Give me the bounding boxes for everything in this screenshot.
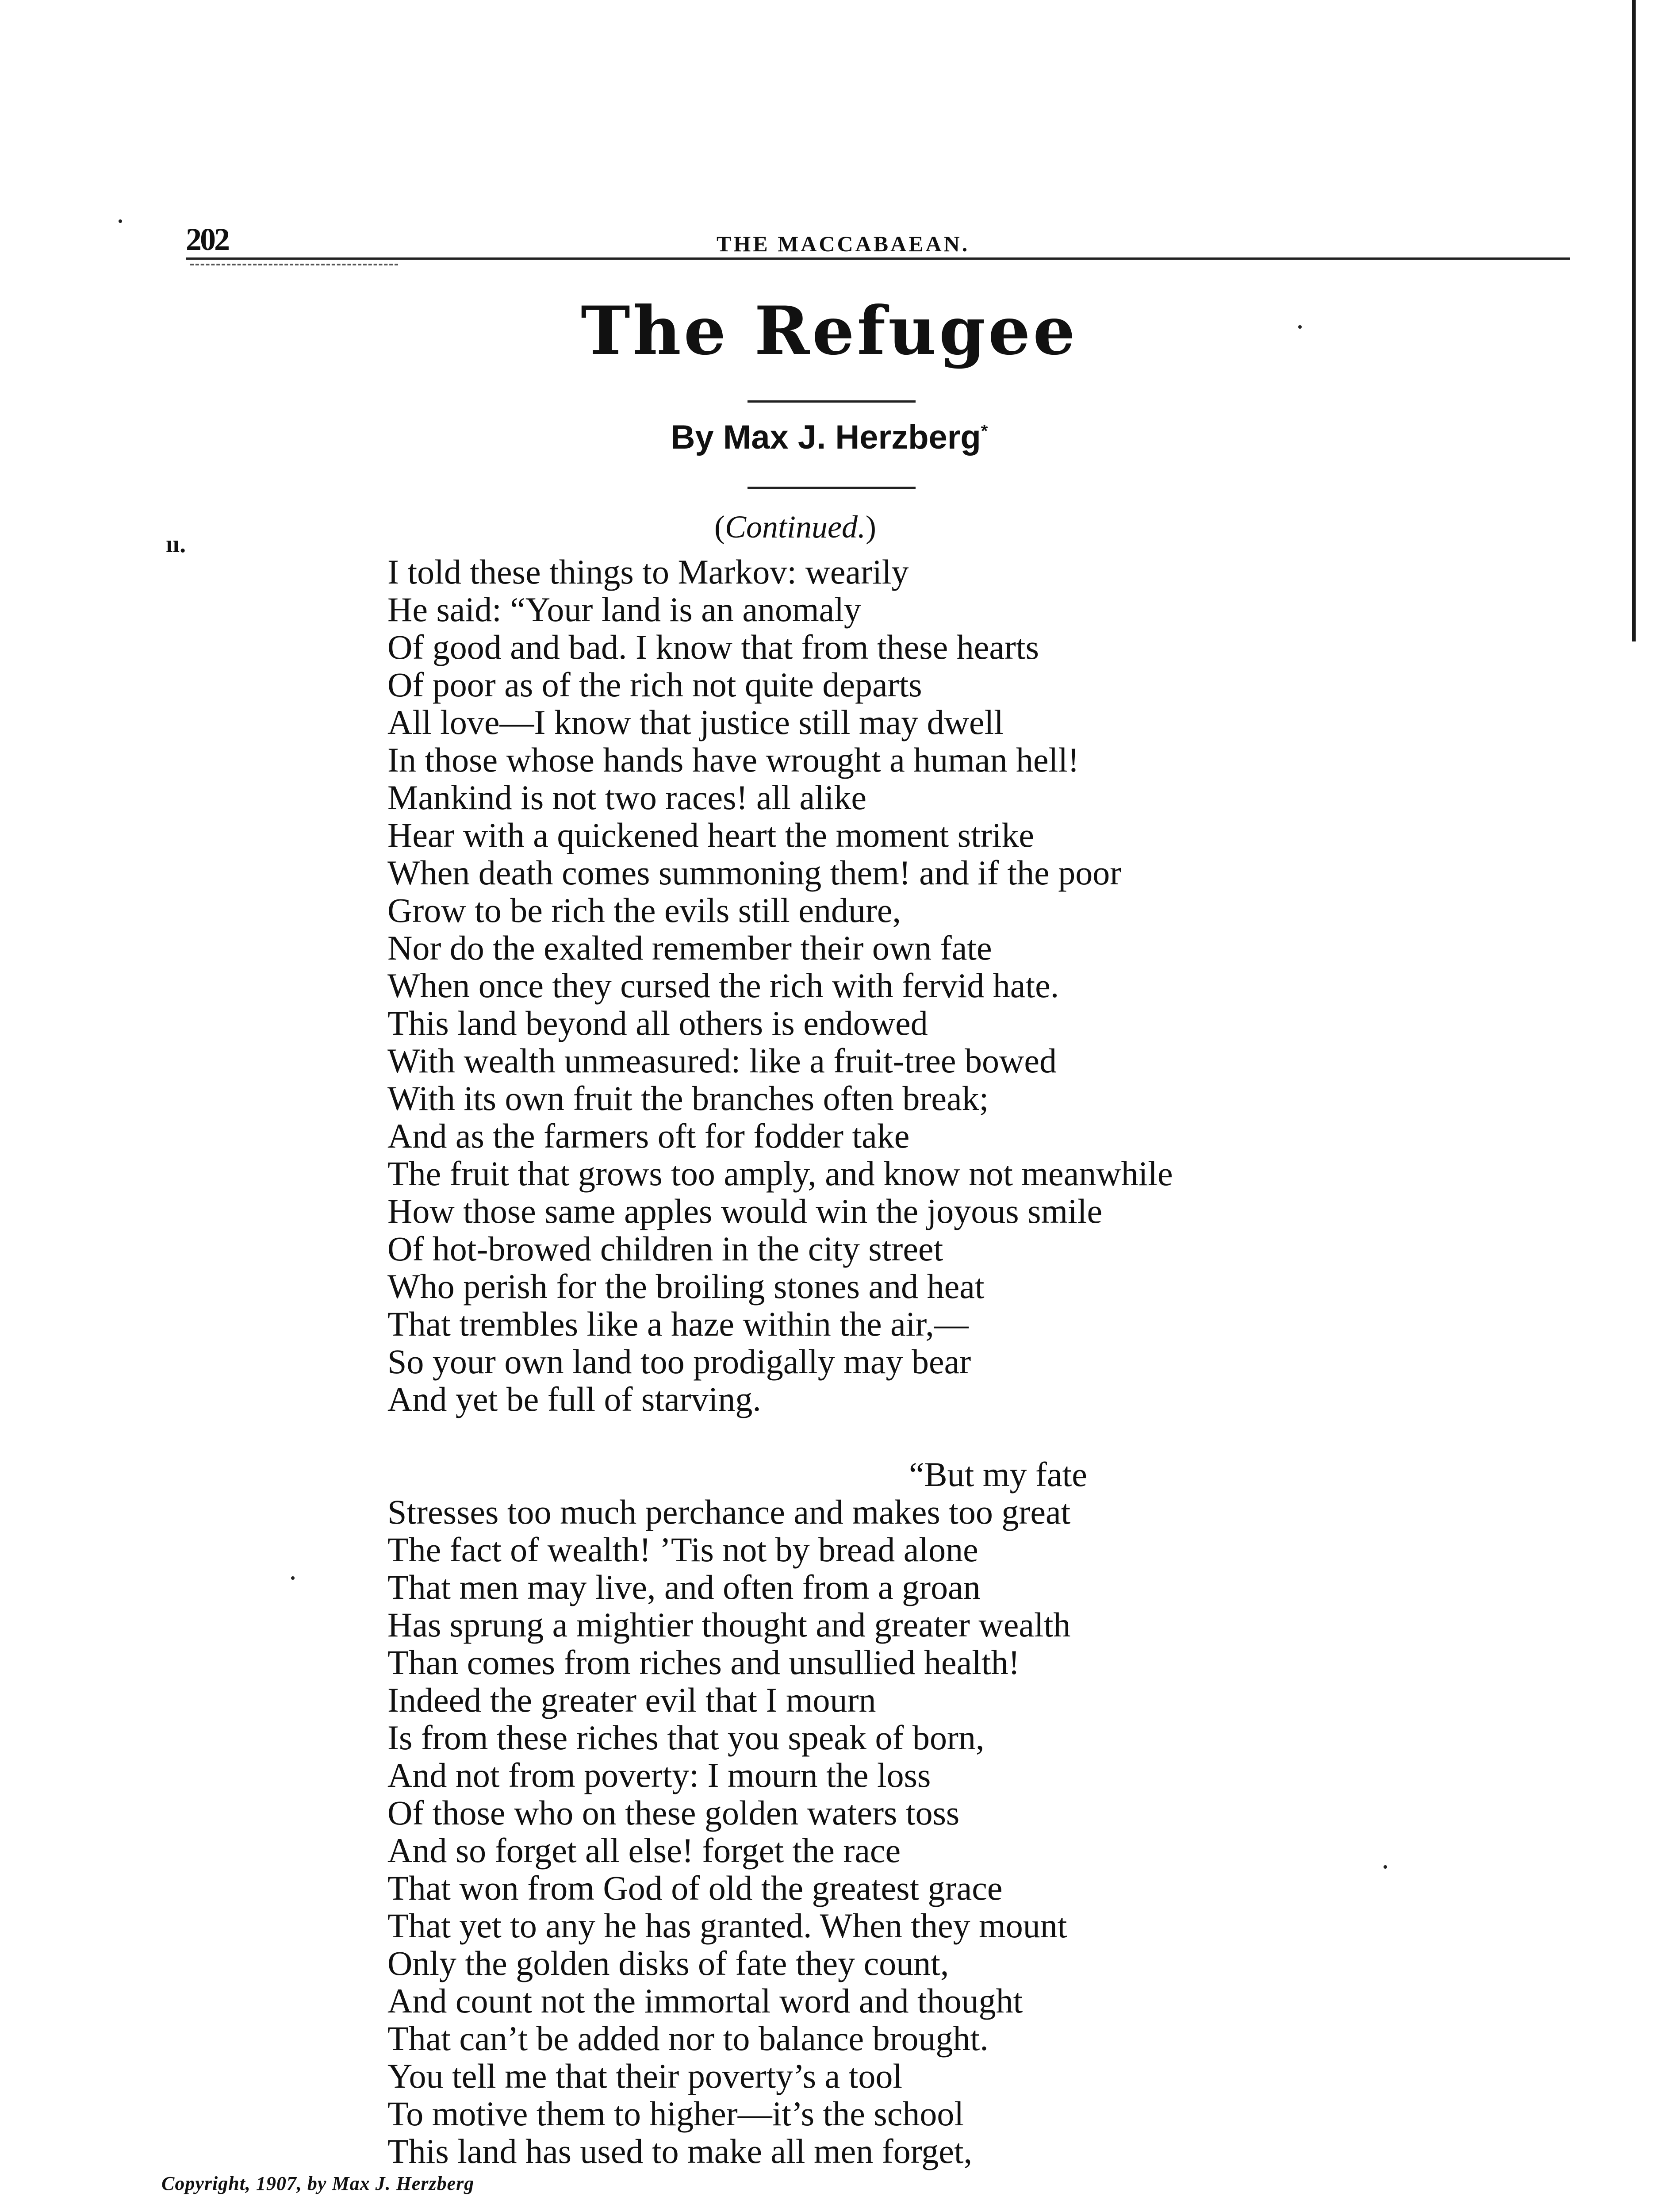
poem-line: Hear with a quickened heart the moment strike bbox=[387, 816, 1034, 854]
poem-line: That men may live, and often from a groan bbox=[387, 1568, 981, 1606]
byline-text: By Max J. Herzberg bbox=[671, 419, 981, 456]
poem-line: The fruit that grows too amply, and know not meanwhile bbox=[387, 1154, 1173, 1193]
poem-line: And as the farmers oft for fodder take bbox=[387, 1117, 910, 1155]
poem-line: To motive them to higher—it’s the school bbox=[387, 2094, 964, 2133]
poem-line: Grow to be rich the evils still endure, bbox=[387, 891, 901, 929]
scan-speck bbox=[1384, 1865, 1387, 1869]
poem-line: Has sprung a mightier thought and greater wealth bbox=[387, 1605, 1071, 1644]
poem-line: This land beyond all others is endowed bbox=[387, 1004, 928, 1042]
poem-line: With its own fruit the branches often break; bbox=[387, 1079, 989, 1118]
continued-label: Continued. bbox=[724, 509, 866, 545]
poem-line: When once they cursed the rich with fervid hate. bbox=[387, 966, 1059, 1005]
running-head bbox=[186, 221, 1570, 261]
poem-line: And count not the immortal word and thought bbox=[387, 1982, 1023, 2020]
poem-line: Mankind is not two races! all alike bbox=[387, 778, 867, 817]
poem-line: Of good and bad. I know that from these hearts bbox=[387, 628, 1039, 666]
poem-line: The fact of wealth! ’Tis not by bread alone bbox=[387, 1530, 978, 1569]
poem-line: When death comes summoning them! and if the poor bbox=[387, 853, 1122, 892]
poem-line: He said: “Your land is an anomaly bbox=[387, 590, 861, 629]
stanza-2-lead-line: “But my fate bbox=[909, 1455, 1087, 1494]
title-rule bbox=[748, 400, 916, 403]
poem-line: Indeed the greater evil that I mourn bbox=[387, 1681, 876, 1719]
poem-line: That trembles like a haze within the air,— bbox=[387, 1305, 969, 1343]
poem-stanza-2 bbox=[387, 1493, 1070, 2170]
poem-line: Who perish for the broiling stones and heat bbox=[387, 1267, 985, 1306]
poem-line: And not from poverty: I mourn the loss bbox=[387, 1756, 931, 1794]
poem-line: Stresses too much perchance and makes too great bbox=[387, 1493, 1071, 1531]
byline bbox=[487, 418, 1172, 457]
byline-footnote-mark: * bbox=[981, 421, 988, 441]
article-title: The Refugee bbox=[581, 292, 1078, 370]
poem-line: All love—I know that justice still may dwell bbox=[387, 703, 1004, 741]
header-dashed-rule bbox=[190, 264, 398, 265]
scan-speck bbox=[291, 1576, 295, 1580]
poem-line: That won from God of old the greatest grace bbox=[387, 1869, 1003, 1907]
continued-note: (Continued.) bbox=[714, 509, 876, 545]
poem-line: Only the golden disks of fate they count, bbox=[387, 1944, 949, 1982]
scan-speck bbox=[1298, 325, 1302, 329]
poem-line: Nor do the exalted remember their own fate bbox=[387, 929, 992, 967]
poem-line: And yet be full of starving. bbox=[387, 1380, 761, 1418]
poem-line: So your own land too prodigally may bear bbox=[387, 1342, 971, 1381]
poem-line: Of hot-browed children in the city street bbox=[387, 1229, 943, 1268]
poem-line: Of those who on these golden waters toss bbox=[387, 1793, 960, 1832]
margin-mark: ıı. bbox=[166, 530, 186, 558]
poem-line: Of poor as of the rich not quite departs bbox=[387, 665, 922, 704]
poem-line: You tell me that their poverty’s a tool bbox=[387, 2057, 903, 2095]
scan-speck bbox=[119, 219, 122, 223]
journal-name: THE MACCABAEAN. bbox=[717, 231, 970, 256]
byline-rule bbox=[748, 487, 916, 489]
poem-line: Than comes from riches and unsullied health! bbox=[387, 1643, 1020, 1682]
poem-line: This land has used to make all men forget, bbox=[387, 2132, 973, 2170]
poem-line: In those whose hands have wrought a human hell! bbox=[387, 741, 1079, 779]
page-edge-shadow bbox=[1632, 0, 1636, 641]
poem-line: Is from these riches that you speak of born, bbox=[387, 1718, 985, 1757]
poem-line: With wealth unmeasured: like a fruit-tree bowed bbox=[387, 1041, 1057, 1080]
page-number: 202 bbox=[186, 222, 228, 257]
poem-stanza-1 bbox=[387, 553, 1173, 1418]
poem-line: I told these things to Markov: wearily bbox=[387, 553, 909, 591]
poem-line: And so forget all else! forget the race bbox=[387, 1831, 901, 1870]
header-rule bbox=[186, 257, 1570, 260]
poem-line: How those same apples would win the joyous smile bbox=[387, 1192, 1103, 1230]
poem-line: That can’t be added nor to balance brought. bbox=[387, 2019, 989, 2058]
copyright-footnote: Copyright, 1907, by Max J. Herzberg bbox=[161, 2173, 475, 2194]
poem-line: That yet to any he has granted. When they mount bbox=[387, 1906, 1067, 1945]
